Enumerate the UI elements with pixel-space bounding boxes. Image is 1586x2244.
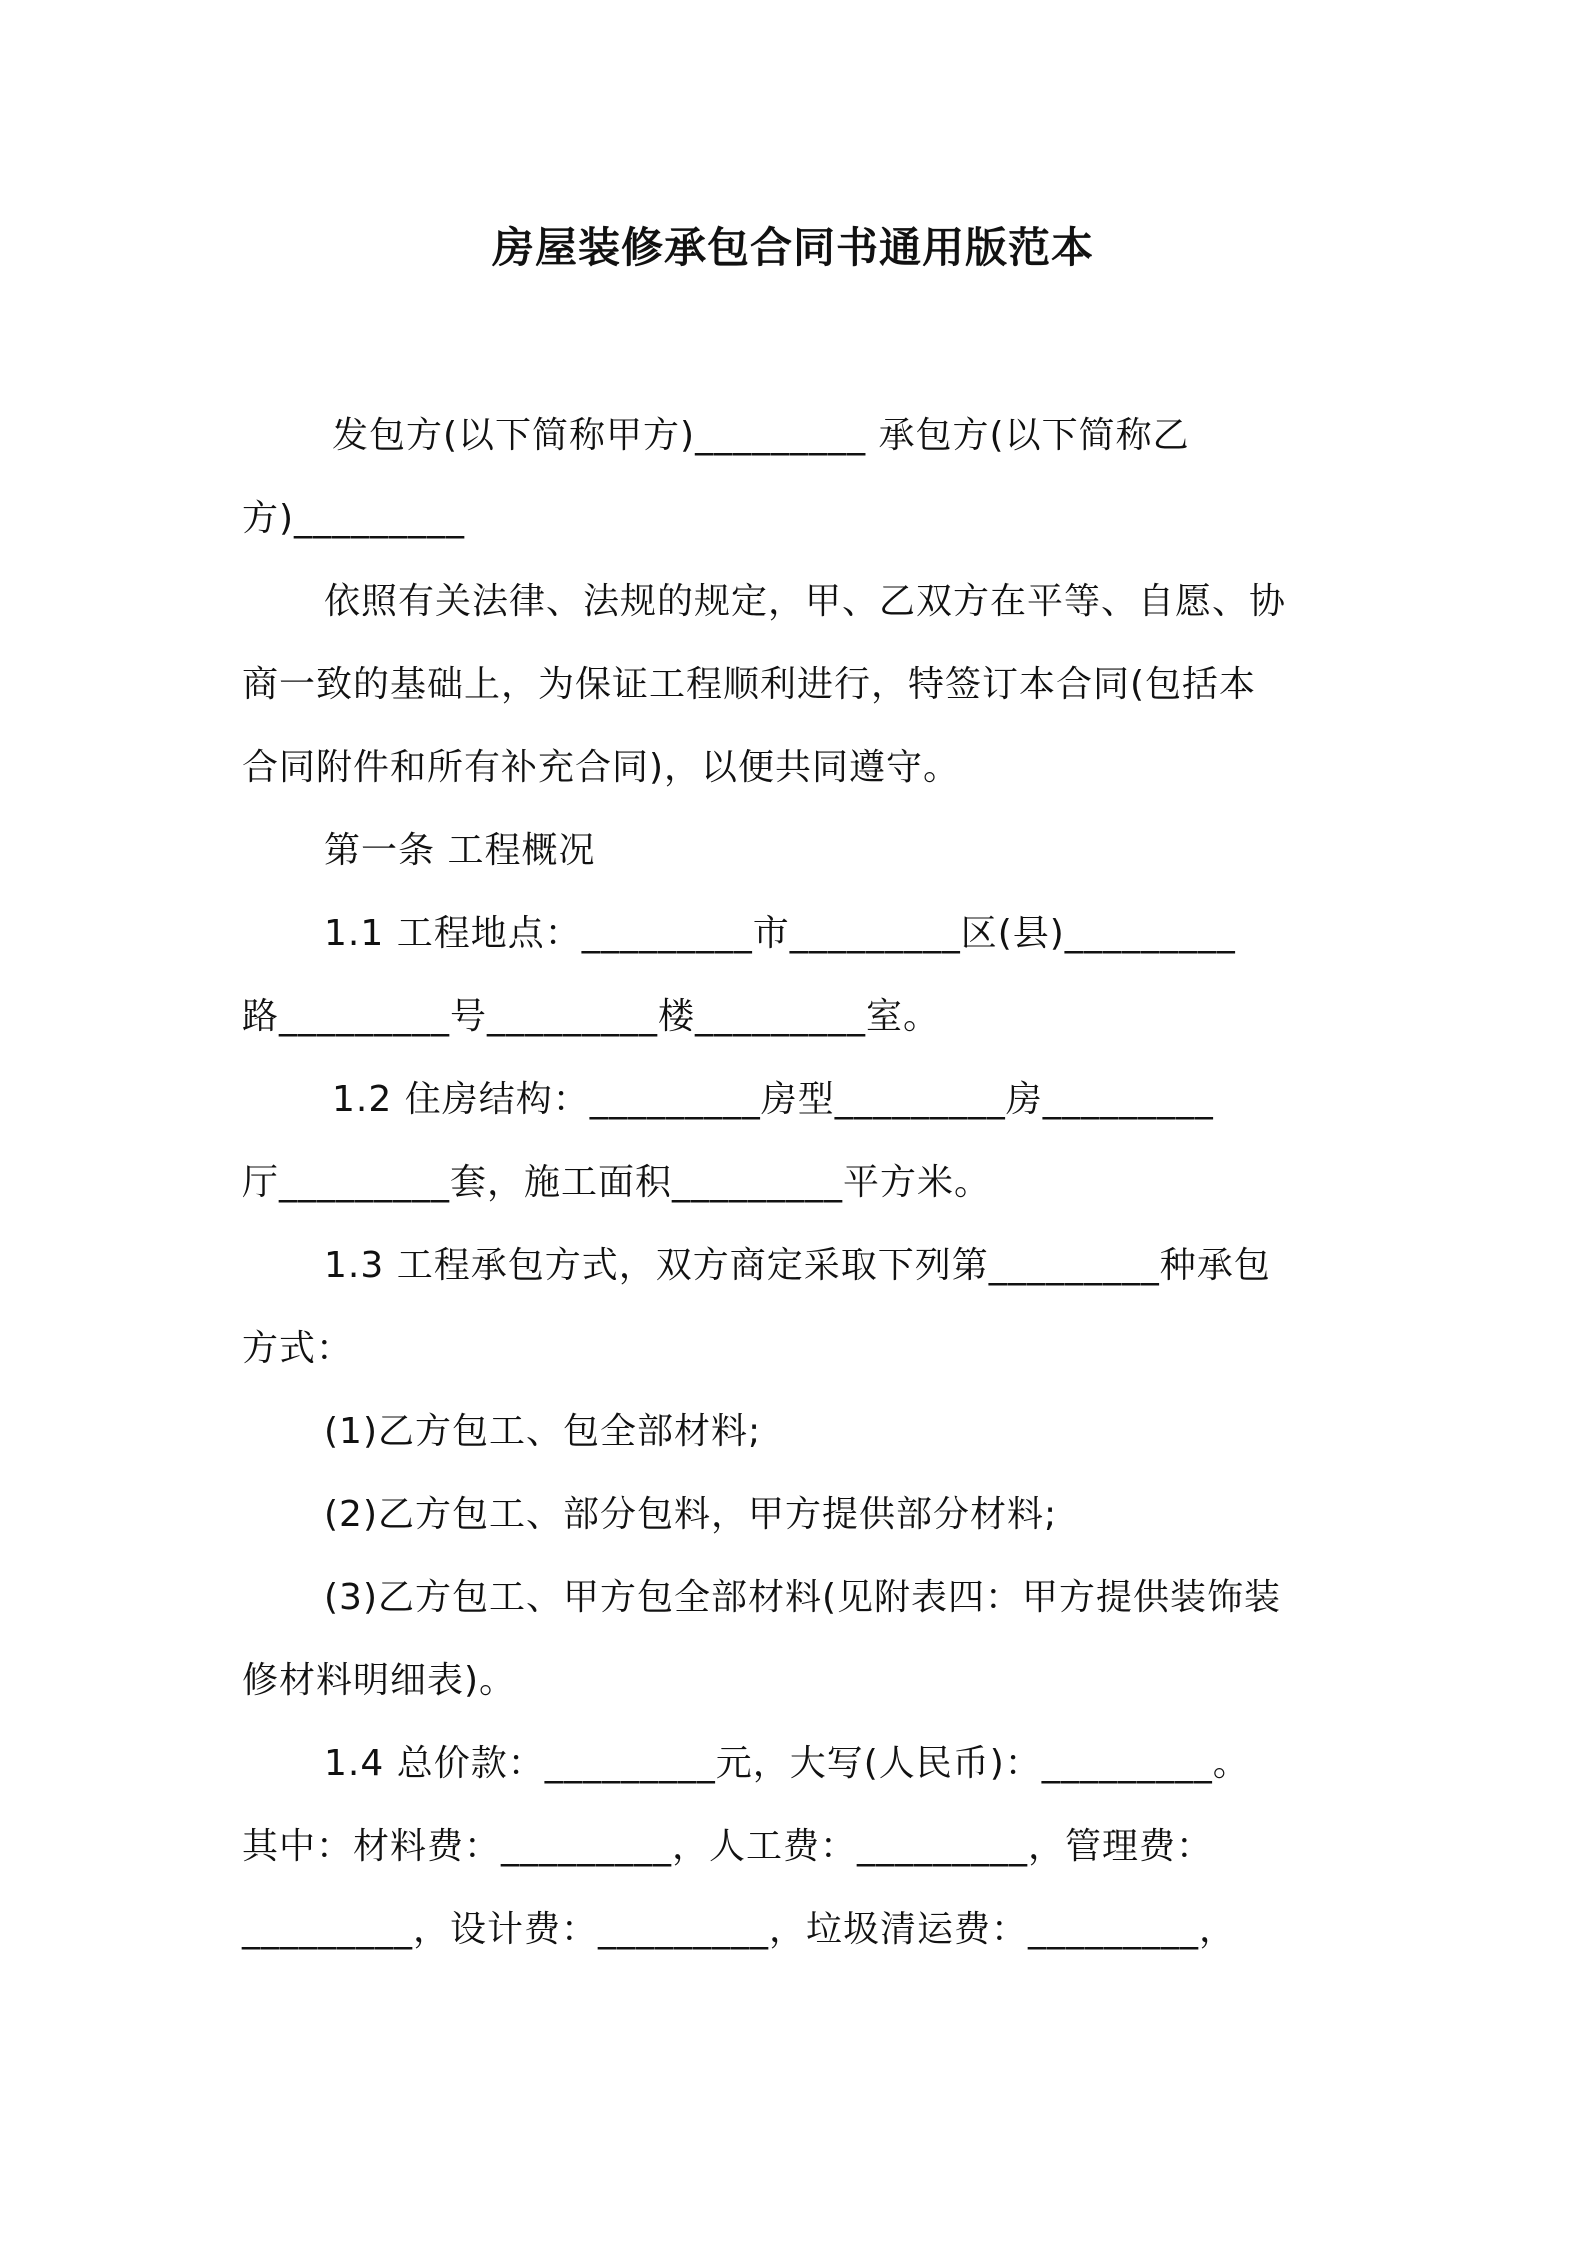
option-3-line-2: 修材料明细表)。 <box>242 1660 517 1701</box>
clause-1-2-line-2: 厅_________套，施工面积_________平方米。 <box>242 1162 992 1203</box>
paragraph-parties-line-2: 方)_________ <box>242 498 466 539</box>
clause-1-3-line-2: 方式： <box>242 1328 354 1369</box>
paragraph-preamble-line-1: 依照有关法律、法规的规定，甲、乙双方在平等、自愿、协 <box>324 581 1287 622</box>
option-1: (1)乙方包工、包全部材料; <box>324 1411 762 1452</box>
paragraph-parties-line-1: 发包方(以下简称甲方)_________ 承包方(以下简称乙 <box>332 415 1190 456</box>
paragraph-preamble-line-3: 合同附件和所有补充合同)，以便共同遵守。 <box>242 747 961 788</box>
clause-1-2-line-1: 1.2 住房结构：_________房型_________房_________ <box>332 1079 1214 1120</box>
option-2: (2)乙方包工、部分包料，甲方提供部分材料; <box>324 1494 1058 1535</box>
clause-1-4-line-1: 1.4 总价款：_________元，大写(人民币)：_________。 <box>324 1743 1250 1784</box>
option-3-line-1: (3)乙方包工、甲方包全部材料(见附表四：甲方提供装饰装 <box>324 1577 1282 1618</box>
clause-1-4-line-3: _________，设计费：_________，垃圾清运费：_________， <box>242 1909 1237 1950</box>
document-title: 房屋装修承包合同书通用版范本 <box>491 223 1094 272</box>
article-1-heading: 第一条 工程概况 <box>324 830 596 871</box>
paragraph-preamble-line-2: 商一致的基础上，为保证工程顺利进行，特签订本合同(包括本 <box>242 664 1257 705</box>
clause-1-1-line-1: 1.1 工程地点：_________市_________区(县)_________ <box>324 913 1236 954</box>
clause-1-4-line-2: 其中：材料费：_________，人工费：_________，管理费： <box>242 1826 1214 1867</box>
clause-1-3-line-1: 1.3 工程承包方式，双方商定采取下列第_________种承包 <box>324 1245 1271 1286</box>
clause-1-1-line-2: 路_________号_________楼_________室。 <box>242 996 941 1037</box>
